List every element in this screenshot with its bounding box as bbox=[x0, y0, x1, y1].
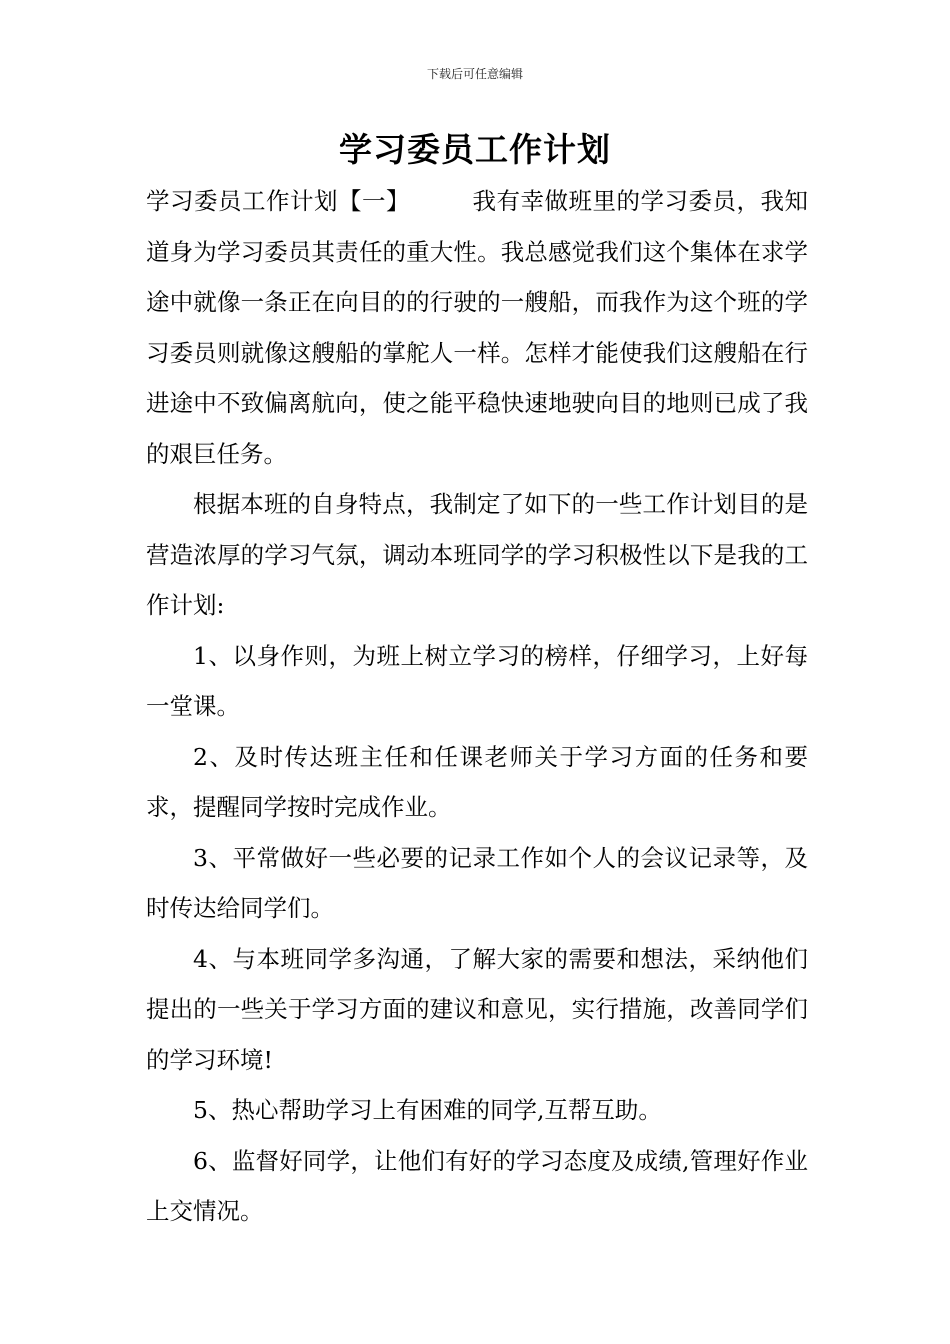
document-title: 学习委员工作计划 bbox=[339, 130, 611, 169]
plan-item-2: 2、及时传达班主任和任课老师关于学习方面的任务和要求，提醒同学按时完成作业。 bbox=[146, 742, 808, 821]
plan-item-3: 3、平常做好一些必要的记录工作如个人的会议记录等，及时传达给同学们。 bbox=[146, 843, 808, 922]
plan-item-5: 5、热心帮助学习上有困难的同学,互帮互助。 bbox=[193, 1096, 662, 1124]
plan-intro-paragraph: 根据本班的自身特点，我制定了如下的一些工作计划目的是营造浓厚的学习气氛，调动本班同学的学习积极性以下是我的工作计划: bbox=[146, 490, 808, 619]
plan-item-1: 1、以身作则，为班上树立学习的榜样，仔细学习，上好每一堂课。 bbox=[146, 641, 808, 720]
section-heading: 学习委员工作计划【一】 bbox=[146, 187, 410, 215]
plan-item-6: 6、监督好同学，让他们有好的学习态度及成绩,管理好作业上交情况。 bbox=[146, 1146, 808, 1225]
page-header-note: 下载后可任意编辑 bbox=[426, 67, 523, 81]
intro-text: 我有幸做班里的学习委员，我知道身为学习委员其责任的重大性。我总感觉我们这个集体在求学途中就像一条正在向目的的行驶的一艘船，而我作为这个班的学习委员则就像这艘船的掌舵人一样。怎样才能使我们这艘船在行进途中不致偏离航向，使之能平稳快速地驶向目的地则已成了我的艰巨任务。 bbox=[146, 187, 808, 468]
intro-paragraph bbox=[146, 176, 808, 479]
plan-item-4: 4、与本班同学多沟通，了解大家的需要和想法，采纳他们提出的一些关于学习方面的建议和意见，实行措施，改善同学们的学习环境! bbox=[146, 944, 808, 1074]
document-body bbox=[146, 176, 808, 1237]
